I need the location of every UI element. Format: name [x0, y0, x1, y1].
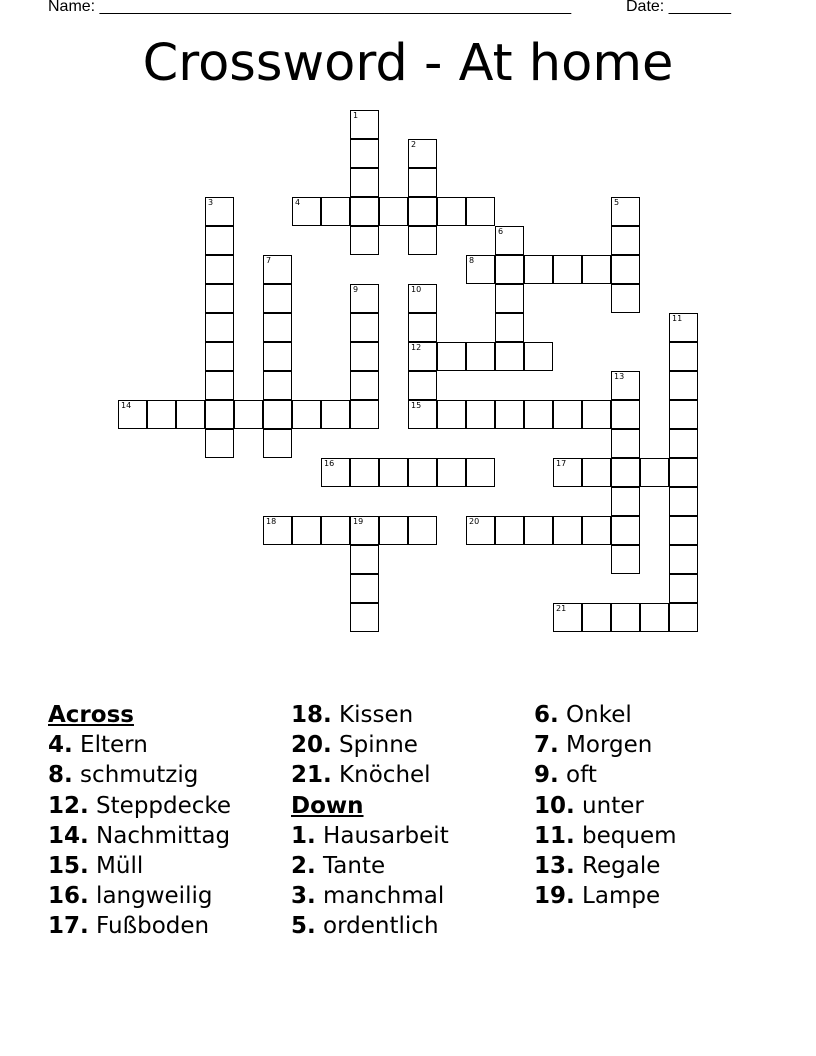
- grid-cell[interactable]: [205, 284, 234, 313]
- grid-cell[interactable]: [553, 255, 582, 284]
- grid-cell[interactable]: [408, 458, 437, 487]
- grid-cell[interactable]: [669, 516, 698, 545]
- clue-item-number: 5.: [291, 913, 316, 940]
- date-field-line: Date: _______: [626, 0, 731, 15]
- clue-number: 7: [266, 256, 272, 265]
- clue-item: [291, 700, 449, 730]
- clue-number: 14: [121, 401, 132, 410]
- grid-cell[interactable]: [437, 342, 466, 371]
- grid-cell[interactable]: [379, 516, 408, 545]
- clue-number: 18: [266, 517, 277, 526]
- grid-cell[interactable]: [466, 400, 495, 429]
- clue-item-text: unter: [574, 792, 644, 819]
- clue-item-text: Lampe: [574, 883, 661, 910]
- clue-item-text: Steppdecke: [88, 792, 232, 819]
- grid-cell[interactable]: [495, 400, 524, 429]
- grid-cell[interactable]: [118, 400, 147, 429]
- clue-number: 4: [295, 198, 301, 207]
- grid-cell[interactable]: [205, 255, 234, 284]
- clue-number: 12: [411, 343, 422, 352]
- grid-cell[interactable]: [466, 255, 495, 284]
- clue-item: [48, 730, 231, 760]
- clue-number: 2: [411, 140, 417, 149]
- clue-item-text: bequem: [574, 822, 677, 849]
- grid-cell[interactable]: [408, 197, 437, 226]
- grid-cell[interactable]: [408, 168, 437, 197]
- grid-cell[interactable]: [234, 400, 263, 429]
- clue-item-number: 12.: [48, 792, 89, 819]
- clue-item: [291, 730, 449, 760]
- grid-cell[interactable]: [263, 516, 292, 545]
- grid-cell[interactable]: [524, 516, 553, 545]
- grid-cell[interactable]: [263, 342, 292, 371]
- clue-item-text: Tante: [315, 853, 386, 880]
- clue-number: 10: [411, 285, 422, 294]
- clue-number: 20: [469, 517, 480, 526]
- grid-cell[interactable]: [669, 458, 698, 487]
- grid-cell[interactable]: [611, 603, 640, 632]
- grid-cell[interactable]: [205, 313, 234, 342]
- clue-item: [534, 821, 677, 851]
- grid-cell[interactable]: [263, 284, 292, 313]
- grid-cell[interactable]: [495, 342, 524, 371]
- grid-cell[interactable]: [640, 458, 669, 487]
- grid-cell[interactable]: [292, 516, 321, 545]
- grid-cell[interactable]: [669, 371, 698, 400]
- clue-number: 13: [614, 372, 625, 381]
- grid-cell[interactable]: [495, 516, 524, 545]
- grid-cell[interactable]: [611, 284, 640, 313]
- grid-cell[interactable]: [350, 371, 379, 400]
- grid-cell[interactable]: [263, 400, 292, 429]
- grid-cell[interactable]: [408, 342, 437, 371]
- clue-item-number: 15.: [48, 853, 89, 880]
- grid-cell[interactable]: [437, 458, 466, 487]
- grid-cell[interactable]: [408, 371, 437, 400]
- clue-item: [48, 760, 231, 790]
- clue-item: [48, 881, 231, 911]
- grid-cell[interactable]: [437, 197, 466, 226]
- grid-cell[interactable]: [205, 371, 234, 400]
- grid-cell[interactable]: [495, 226, 524, 255]
- clue-item-number: 9.: [534, 762, 559, 789]
- grid-cell[interactable]: [350, 603, 379, 632]
- grid-cell[interactable]: [437, 400, 466, 429]
- clue-number: 1: [353, 111, 359, 120]
- clue-number: 17: [556, 459, 567, 468]
- clue-item: [48, 911, 231, 941]
- grid-cell[interactable]: [611, 429, 640, 458]
- grid-cell[interactable]: [408, 400, 437, 429]
- grid-cell[interactable]: [495, 255, 524, 284]
- clue-item: [291, 881, 449, 911]
- clue-item: [291, 911, 449, 941]
- grid-cell[interactable]: [582, 400, 611, 429]
- clue-item-text: Eltern: [72, 732, 148, 759]
- grid-cell[interactable]: [205, 429, 234, 458]
- clue-number: 16: [324, 459, 335, 468]
- clue-item-text: langweilig: [88, 883, 213, 910]
- grid-cell[interactable]: [466, 197, 495, 226]
- clue-number: 11: [672, 314, 683, 323]
- grid-cell[interactable]: [611, 255, 640, 284]
- clue-item-number: 10.: [534, 792, 575, 819]
- grid-cell[interactable]: [350, 110, 379, 139]
- grid-cell[interactable]: [350, 313, 379, 342]
- grid-cell[interactable]: [350, 168, 379, 197]
- clue-item-number: 21.: [291, 762, 332, 789]
- clue-item-text: Fußboden: [88, 913, 210, 940]
- grid-cell[interactable]: [408, 313, 437, 342]
- clue-item-text: Spinne: [331, 732, 418, 759]
- clue-item-text: ordentlich: [315, 913, 439, 940]
- clue-item-text: Nachmittag: [88, 822, 231, 849]
- grid-cell[interactable]: [379, 197, 408, 226]
- grid-cell[interactable]: [611, 400, 640, 429]
- grid-cell[interactable]: [408, 139, 437, 168]
- grid-cell[interactable]: [408, 284, 437, 313]
- grid-cell[interactable]: [669, 429, 698, 458]
- clue-item-number: 14.: [48, 822, 89, 849]
- grid-cell[interactable]: [553, 458, 582, 487]
- clue-item-number: 11.: [534, 822, 575, 849]
- grid-cell[interactable]: [582, 603, 611, 632]
- grid-cell[interactable]: [205, 400, 234, 429]
- clue-item-text: Morgen: [558, 732, 653, 759]
- clue-number: 19: [353, 517, 364, 526]
- clue-item-number: 16.: [48, 883, 89, 910]
- grid-cell[interactable]: [205, 226, 234, 255]
- grid-cell[interactable]: [205, 197, 234, 226]
- clue-item: [48, 791, 231, 821]
- grid-cell[interactable]: [350, 545, 379, 574]
- grid-cell[interactable]: [495, 284, 524, 313]
- grid-cell[interactable]: [147, 400, 176, 429]
- grid-cell[interactable]: [495, 313, 524, 342]
- clue-item-text: manchmal: [315, 883, 445, 910]
- clue-item: [48, 821, 231, 851]
- clue-item-text: Kissen: [331, 702, 414, 728]
- clue-item: [534, 881, 677, 911]
- clue-item: [534, 791, 677, 821]
- clue-item: [291, 760, 449, 790]
- clue-item-number: 4.: [48, 732, 73, 759]
- grid-cell[interactable]: [321, 458, 350, 487]
- grid-cell[interactable]: [350, 574, 379, 603]
- clue-item-text: oft: [558, 762, 597, 789]
- grid-cell[interactable]: [350, 139, 379, 168]
- grid-cell[interactable]: [669, 400, 698, 429]
- clue-number: 6: [498, 227, 504, 236]
- grid-cell[interactable]: [350, 458, 379, 487]
- clue-item-number: 17.: [48, 913, 89, 940]
- clue-item-text: schmutzig: [72, 762, 199, 789]
- clue-item-text: Regale: [574, 853, 661, 880]
- grid-cell[interactable]: [408, 226, 437, 255]
- grid-cell[interactable]: [263, 371, 292, 400]
- clue-item: [534, 730, 677, 760]
- clue-item-number: 20.: [291, 732, 332, 759]
- grid-cell[interactable]: [611, 545, 640, 574]
- clue-item-number: 8.: [48, 762, 73, 789]
- grid-cell[interactable]: [350, 226, 379, 255]
- grid-cell[interactable]: [669, 574, 698, 603]
- clue-section-heading: Down: [291, 792, 364, 819]
- clue-item: [291, 851, 449, 881]
- grid-cell[interactable]: [408, 516, 437, 545]
- clue-item-number: 13.: [534, 853, 575, 880]
- grid-cell[interactable]: [321, 400, 350, 429]
- grid-cell[interactable]: [611, 226, 640, 255]
- grid-cell[interactable]: [350, 400, 379, 429]
- grid-cell[interactable]: [350, 342, 379, 371]
- grid-cell[interactable]: [669, 545, 698, 574]
- clue-item-text: Müll: [88, 853, 144, 880]
- grid-cell[interactable]: [582, 255, 611, 284]
- clue-number: 8: [469, 256, 475, 265]
- grid-cell[interactable]: [524, 342, 553, 371]
- clue-item: [291, 821, 449, 851]
- clue-item-number: 7.: [534, 732, 559, 759]
- grid-cell[interactable]: [176, 400, 205, 429]
- clue-column-3: [534, 700, 677, 911]
- grid-cell[interactable]: [263, 429, 292, 458]
- clue-item: [534, 700, 677, 730]
- grid-cell[interactable]: [640, 603, 669, 632]
- grid-cell[interactable]: [263, 313, 292, 342]
- name-field-line: Name: _____________________________________________________: [48, 0, 572, 15]
- grid-cell[interactable]: [669, 342, 698, 371]
- clue-number: 9: [353, 285, 359, 294]
- grid-cell[interactable]: [524, 400, 553, 429]
- grid-cell[interactable]: [611, 458, 640, 487]
- clue-number: 5: [614, 198, 620, 207]
- grid-cell[interactable]: [669, 487, 698, 516]
- grid-cell[interactable]: [205, 342, 234, 371]
- clue-column-2: [291, 700, 449, 942]
- grid-cell[interactable]: [524, 255, 553, 284]
- grid-cell[interactable]: [466, 516, 495, 545]
- clue-item: [48, 851, 231, 881]
- clue-item-text: Hausarbeit: [315, 822, 449, 849]
- clue-number: 3: [208, 198, 214, 207]
- grid-cell[interactable]: [611, 197, 640, 226]
- grid-cell[interactable]: [582, 458, 611, 487]
- grid-cell[interactable]: [669, 603, 698, 632]
- grid-cell[interactable]: [553, 603, 582, 632]
- grid-cell[interactable]: [321, 197, 350, 226]
- clue-item-number: 2.: [291, 853, 316, 880]
- clue-item: [534, 851, 677, 881]
- clue-section-heading: Across: [48, 702, 134, 728]
- page-title: Crossword - At home: [142, 34, 674, 93]
- grid-cell[interactable]: [379, 458, 408, 487]
- grid-cell[interactable]: [350, 516, 379, 545]
- clue-item-number: 3.: [291, 883, 316, 910]
- grid-cell[interactable]: [611, 371, 640, 400]
- grid-cell[interactable]: [553, 400, 582, 429]
- grid-cell[interactable]: [611, 487, 640, 516]
- clue-item-number: 6.: [534, 702, 559, 728]
- grid-cell[interactable]: [350, 197, 379, 226]
- clue-item-text: Onkel: [558, 702, 632, 728]
- grid-cell[interactable]: [466, 342, 495, 371]
- grid-cell[interactable]: [292, 400, 321, 429]
- clue-number: 15: [411, 401, 422, 410]
- clue-column-1: [48, 700, 231, 942]
- grid-cell[interactable]: [321, 516, 350, 545]
- grid-cell[interactable]: [466, 458, 495, 487]
- clue-item-number: 1.: [291, 822, 316, 849]
- grid-cell[interactable]: [350, 284, 379, 313]
- grid-cell[interactable]: [263, 255, 292, 284]
- grid-cell[interactable]: [292, 197, 321, 226]
- clue-item-number: 19.: [534, 883, 575, 910]
- grid-cell[interactable]: [553, 516, 582, 545]
- grid-cell[interactable]: [611, 516, 640, 545]
- grid-cell[interactable]: [669, 313, 698, 342]
- clue-item: [534, 760, 677, 790]
- clue-number: 21: [556, 604, 567, 613]
- clue-item-text: Knöchel: [331, 762, 431, 789]
- grid-cell[interactable]: [582, 516, 611, 545]
- clue-item-number: 18.: [291, 702, 332, 728]
